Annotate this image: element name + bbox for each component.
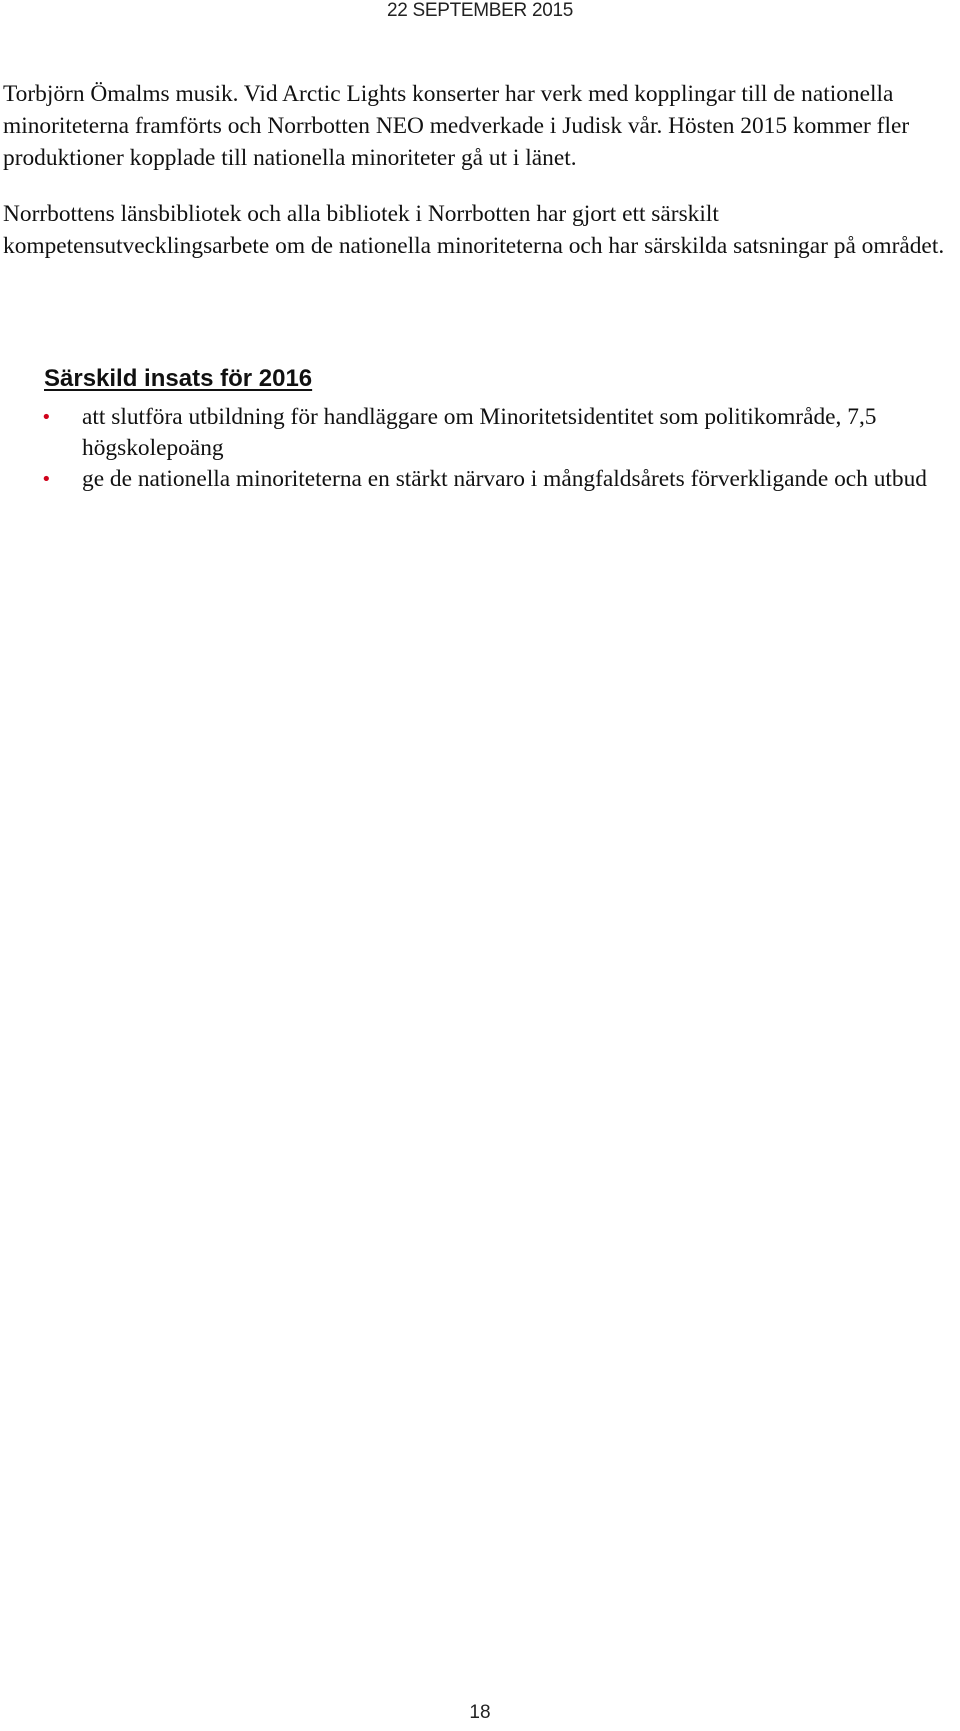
paragraph: Norrbottens länsbibliotek och alla bibliotek i Norrbotten har gjort ett särskilt kompetensutvecklingsarbete om de nationella minoriteterna och har särskilda satsningar på området. (3, 201, 945, 259)
list-item (0, 464, 960, 495)
bullet-icon: • (41, 469, 52, 490)
list-item (0, 402, 960, 464)
page-number: 18 (469, 1702, 491, 1723)
section-heading: Särskild insats för 2016 (44, 365, 313, 392)
paragraph: Torbjörn Ömalms musik. Vid Arctic Lights konserter har verk med kopplingar till de nationella minoriteterna framförts och Norrbotten NEO medverkade i Judisk vår. Hösten 2015 kommer fler produktioner kopplade till nationella minoriteter gå ut i länet. (3, 81, 910, 171)
body-text (3, 78, 958, 286)
list-item-text: ge de nationella minoriteterna en stärkt närvaro i mångfaldsårets förverkligande och utbud (82, 466, 927, 492)
header-date: 22 SEPTEMBER 2015 (386, 0, 574, 21)
bullet-list (0, 402, 960, 495)
bullet-icon: • (41, 407, 52, 428)
list-item-text: att slutföra utbildning för handläggare om Minoritetsidentitet som politikområde, 7,5 högskolepoäng (82, 404, 877, 461)
